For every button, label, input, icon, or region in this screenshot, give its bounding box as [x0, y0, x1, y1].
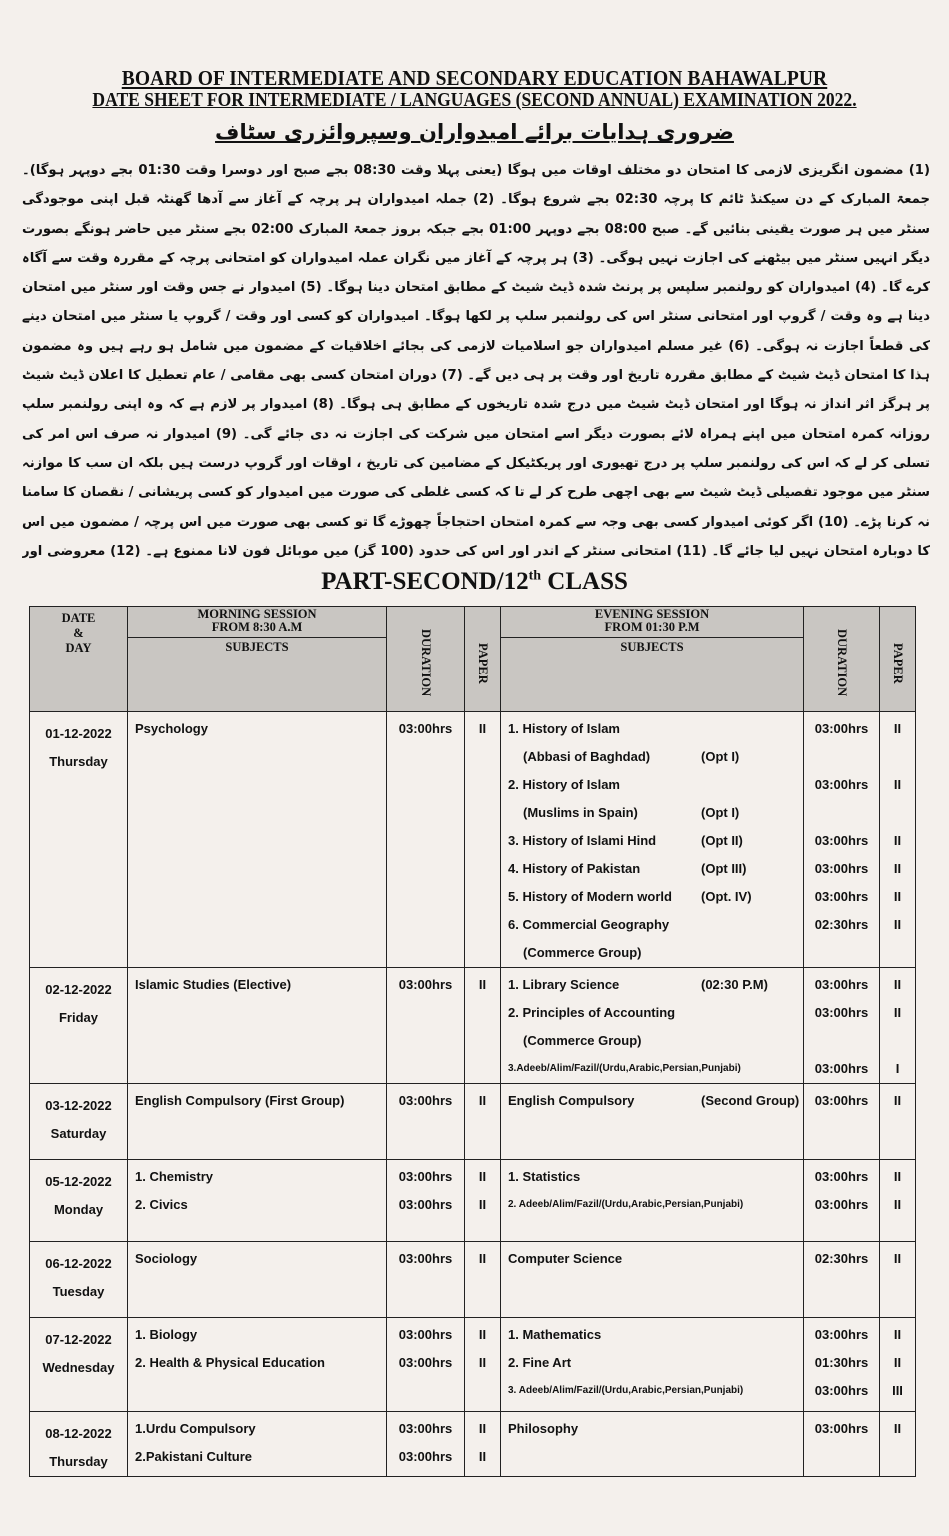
evening-subject-text: Philosophy [508, 1421, 579, 1436]
evening-paper-text: II [893, 1093, 902, 1108]
evening-duration-cell [804, 1160, 880, 1242]
part-title-main: PART-SECOND/12 [321, 568, 529, 595]
evening-paper-cell [880, 1160, 916, 1242]
morning-paper-text: II [478, 1327, 487, 1342]
date-cell [30, 1160, 128, 1242]
evening-subject-text: 3. Adeeb/Alim/Fazil/(Urdu,Arabic,Persian,Punjabi) [508, 1385, 744, 1396]
evening-paper-text [880, 1443, 915, 1471]
evening-paper-text: II [893, 1327, 902, 1342]
exam-date: 02-12-2022 [45, 982, 112, 997]
exam-day: Saturday [50, 1126, 107, 1141]
date-cell [30, 712, 128, 968]
evening-subject-option: (Opt III) [701, 861, 747, 876]
evening-paper-cell [880, 1242, 916, 1318]
exam-day: Thursday [49, 1454, 108, 1469]
evening-subject-name: (Muslims in Spain) [523, 805, 638, 820]
morning-subject-text: 1. Chemistry [135, 1169, 214, 1184]
exam-day: Tuesday [52, 1284, 105, 1299]
morning-subject-text: 1.Urdu Compulsory [135, 1421, 256, 1436]
table-header-row [30, 607, 916, 712]
morning-duration-cell [387, 1242, 465, 1318]
morning-paper-cell [465, 1318, 501, 1412]
evening-subject-text: Computer Science [508, 1251, 623, 1266]
evening-paper-text: II [893, 1169, 902, 1184]
evening-duration-text [804, 1443, 879, 1471]
evening-subject-text: 6. Commercial Geography [508, 917, 670, 932]
exam-day: Wednesday [42, 1360, 115, 1375]
evening-subject-option: (Opt II) [701, 833, 743, 848]
evening-duration-text: 02:30hrs [814, 1251, 869, 1266]
evening-subject-text [501, 1087, 803, 1115]
evening-subject-cell [501, 1084, 804, 1160]
table-row [30, 1242, 916, 1318]
evening-duration-text: 03:00hrs [814, 861, 869, 876]
morning-duration-cell [387, 968, 465, 1084]
evening-subject-text [501, 827, 803, 855]
evening-paper-text [880, 1027, 915, 1055]
evening-session-time: FROM 01:30 P.M [604, 620, 700, 634]
header-morning-session [128, 607, 387, 712]
header-date-day [30, 607, 128, 712]
evening-subject-name: 3. History of Islami Hind [508, 833, 657, 848]
evening-subject-name: (Abbasi of Baghdad) [523, 749, 651, 764]
evening-subject-text: 1. History of Islam [508, 721, 620, 736]
evening-subject-name: 1. Library Science [508, 977, 620, 992]
evening-paper-text: II [893, 1251, 902, 1266]
evening-subject-option: (Opt I) [701, 749, 740, 764]
morning-subjects-label: SUBJECTS [128, 637, 386, 655]
evening-subject-name: 4. History of Pakistan [508, 861, 641, 876]
evening-duration-text: 03:00hrs [814, 977, 869, 992]
morning-session-label: MORNING SESSION [197, 607, 317, 621]
exam-date: 01-12-2022 [45, 726, 112, 741]
exam-date: 03-12-2022 [45, 1098, 112, 1113]
date-sheet-table [29, 606, 916, 1477]
evening-subject-text: (Commerce Group) [523, 1033, 642, 1048]
evening-paper-text [880, 799, 915, 827]
evening-subject-cell [501, 712, 804, 968]
evening-paper-text: II [893, 777, 902, 792]
evening-subject-name: English Compulsory [508, 1093, 635, 1108]
morning-paper-text: II [478, 1169, 487, 1184]
morning-duration-cell [387, 1084, 465, 1160]
morning-paper-cell [465, 1412, 501, 1477]
evening-duration-text: 03:00hrs [814, 777, 869, 792]
evening-subject-cell [501, 968, 804, 1084]
morning-paper-text: II [478, 1449, 487, 1464]
evening-duration-cell [804, 1318, 880, 1412]
evening-subject-text: 2. History of Islam [508, 777, 620, 792]
morning-subject-text: 2. Civics [135, 1197, 188, 1212]
morning-paper-cell [465, 1160, 501, 1242]
evening-subject-text: 3.Adeeb/Alim/Fazil/(Urdu,Arabic,Persian,Punjabi) [508, 1063, 741, 1074]
evening-duration-text: 01:30hrs [814, 1355, 869, 1370]
morning-paper-label: PAPER [476, 642, 490, 684]
morning-paper-text: II [478, 977, 487, 992]
part-title-sup: th [528, 568, 542, 584]
evening-subject-text [501, 1115, 803, 1143]
evening-paper-text: II [893, 1005, 902, 1020]
header-date-label: DATE [61, 611, 96, 625]
evening-duration-text [804, 799, 879, 827]
evening-duration-text: 03:00hrs [814, 1061, 869, 1076]
evening-paper-text: II [893, 721, 902, 736]
evening-subjects-label: SUBJECTS [501, 637, 803, 655]
exam-date: 07-12-2022 [45, 1332, 112, 1347]
morning-duration-text: 03:00hrs [398, 1355, 453, 1370]
evening-paper-cell [880, 968, 916, 1084]
evening-subject-option: (Second Group) [701, 1093, 800, 1108]
evening-paper-text: II [893, 833, 902, 848]
evening-paper-text: II [893, 977, 902, 992]
morning-subject-cell [128, 968, 387, 1084]
morning-subject-text: English Compulsory (First Group) [135, 1093, 345, 1108]
morning-subject-text: Sociology [135, 1251, 198, 1266]
evening-paper-cell [880, 712, 916, 968]
exam-day: Thursday [49, 754, 108, 769]
date-sheet-title: DATE SHEET FOR INTERMEDIATE / LANGUAGES (SECOND ANNUAL) EXAMINATION 2022. [92, 90, 857, 111]
evening-duration-text: 03:00hrs [814, 1169, 869, 1184]
evening-subject-text [501, 883, 803, 911]
table-row [30, 968, 916, 1084]
evening-paper-cell [880, 1318, 916, 1412]
table-row [30, 712, 916, 968]
evening-session-label: EVENING SESSION [594, 607, 710, 621]
header-amp-label: & [73, 626, 84, 640]
evening-paper-text: I [895, 1061, 900, 1076]
evening-subject-text [501, 971, 803, 999]
morning-duration-cell [387, 712, 465, 968]
evening-duration-text: 03:00hrs [814, 1197, 869, 1212]
morning-duration-cell [387, 1160, 465, 1242]
header-day-label: DAY [65, 641, 92, 655]
morning-paper-cell [465, 968, 501, 1084]
evening-subject-option: (02:30 P.M) [701, 977, 768, 992]
evening-subject-name: 5. History of Modern world [508, 889, 672, 904]
evening-subject-text: 2. Adeeb/Alim/Fazil/(Urdu,Arabic,Persian,Punjabi) [508, 1199, 744, 1210]
morning-subject-text: Islamic Studies (Elective) [135, 977, 292, 992]
evening-subject-text: 1. Statistics [508, 1169, 581, 1184]
morning-paper-text: II [478, 721, 487, 736]
morning-subject-text: Psychology [135, 721, 208, 736]
morning-subject-cell [128, 1412, 387, 1477]
evening-duration-text: 03:00hrs [814, 1383, 869, 1398]
morning-subject-text: 2.Pakistani Culture [135, 1449, 253, 1464]
header-evening-duration [804, 607, 880, 712]
evening-duration-label: DURATION [835, 629, 849, 697]
evening-subject-text [501, 855, 803, 883]
evening-subject-text [501, 1443, 803, 1471]
evening-subject-text: (Commerce Group) [523, 945, 642, 960]
table-row [30, 1160, 916, 1242]
table-row [30, 1412, 916, 1477]
exam-day: Monday [53, 1202, 104, 1217]
morning-subject-cell [128, 1084, 387, 1160]
evening-duration-text: 03:00hrs [814, 1421, 869, 1436]
header-evening-paper [880, 607, 916, 712]
header-evening-session [501, 607, 804, 712]
morning-duration-cell [387, 1412, 465, 1477]
date-cell [30, 1318, 128, 1412]
evening-duration-text: 03:00hrs [814, 889, 869, 904]
evening-subject-text: 1. Mathematics [508, 1327, 602, 1342]
evening-paper-text: II [893, 889, 902, 904]
morning-duration-text: 03:00hrs [398, 1251, 453, 1266]
date-cell [30, 1084, 128, 1160]
morning-duration-text: 03:00hrs [398, 977, 453, 992]
board-title: BOARD OF INTERMEDIATE AND SECONDARY EDUCATION BAHAWALPUR [121, 66, 828, 90]
evening-paper-text [880, 743, 915, 771]
morning-paper-cell [465, 1084, 501, 1160]
evening-subject-option: (Opt. IV) [701, 889, 752, 904]
evening-paper-text [880, 939, 915, 967]
part-title [0, 568, 949, 596]
evening-paper-label: PAPER [891, 642, 905, 684]
morning-paper-cell [465, 1242, 501, 1318]
date-cell [30, 1242, 128, 1318]
evening-subject-text [501, 743, 803, 771]
evening-paper-cell [880, 1084, 916, 1160]
instructions-paragraph: (1) مضمون انگریزی لازمی کا امتحان دو مختلف اوقات میں ہوگا (یعنی پہلا وقت 08:30 بجے صبح اور دوسرا وقت 01:30 بجے دوپہر ہوگا)۔ جمعۃ المبارک کے دن سیکنڈ ٹائم کا پرچہ 02:30 بجے شروع ہوگا۔ (2) جملہ امیدواران ہر پرچہ کے آغاز سے آدھا گھنٹہ قبل اپنی موجودگی سنٹر میں ہر صورت یقینی بنائیں گے۔ صبح 08:00 بجے دوپہر 01:00 بجے جبکہ بروز جمعۃ المبارک 02:00 بجے سنٹر میں حاضر ہونگے بصورت دیگر انہیں سنٹر میں بیٹھنے کی اجازت نہیں ہوگی۔ (3) ہر پرچہ کے آغاز میں نگران عملہ امیدواران کو امتحانی پرچہ کے مقررہ وقت سے آگاہ کرے گا۔ (4) امیدواران کو رولنمبر سلپس پر پرنٹ شدہ ڈیٹ شیٹ کے مطابق امتحان دینا ہوگا۔ (5) امیدوار نے جس وقت اور سنٹر میں امتحان دینا ہے وہ وقت / گروپ اور امتحانی سنٹر اس کی رولنمبر سلپ پر لکھا ہوگا۔ امیدواران کو کسی اور وقت / گروپ یا سنٹر میں امتحان دینے کی قطعاً اجازت نہ ہوگی۔ (6) غیر مسلم امیدواران جو اسلامیات لازمی کی بجائے اخلاقیات کے مضمون میں شامل ہو رہے ہیں وہ مضمون ہذا کا امتحان ڈیٹ شیٹ کے مطابق مقررہ تاریخ اور وقت پر ہی دیں گے۔ (7) دوران امتحان کسی بھی مقامی / عام تعطیل کا اعلان ڈیٹ شیٹ پر ہرگز اثر انداز نہ ہوگا اور امتحان ڈیٹ شیٹ میں درج شدہ تاریخوں کے مطابق ہی ہوگا۔ (8) امیدوار پر لازم ہے کہ وہ اپنی رولنمبر سلپ روزانہ کمرہ امتحان میں اپنے ہمراہ لائے بصورت دیگر اسے امتحان میں شرکت کی اجازت نہ دی جائے گی۔ (9) امیدوار نہ صرف اس امر کی تسلی کر لے کہ اس کی رولنمبر سلپ پر درج تھیوری اور پریکٹیکل کے مضامین کی تاریخ ، اوقات اور گروپ درست ہیں بلکہ ان سب کا موازنہ سنٹر میں موجود تفصیلی ڈیٹ شیٹ سے بھی اچھی طرح کر لے تا کہ کسی غلطی کی صورت میں امیدوار کو کسی پریشانی / نقصان کا سامنا نہ کرنا پڑے۔ (10) اگر کوئی امیدوار کسی بھی وجہ سے کمرہ امتحان احتجاجاً چھوڑے گا تو کسی بھی صورت میں اس پرچہ / مضمون میں اس کا دوبارہ امتحان نہیں لیا جائے گا۔ (11) امتحانی سنٹر کے اندر اور اس کی حدود (100 گز) میں موبائل فون لانا ممنوع ہے۔ (12) معروضی اور [22, 163, 930, 559]
evening-paper-text: II [893, 1355, 902, 1370]
evening-duration-text [804, 1027, 879, 1055]
morning-duration-text: 03:00hrs [398, 721, 453, 736]
morning-subject-cell [128, 1160, 387, 1242]
evening-subject-text [501, 1273, 803, 1301]
evening-subject-cell [501, 1160, 804, 1242]
evening-subject-text: 2. Fine Art [508, 1355, 572, 1370]
morning-subject-text: 2. Health & Physical Education [135, 1355, 325, 1370]
evening-subject-option: (Opt I) [701, 805, 740, 820]
header-morning-paper [465, 607, 501, 712]
date-cell [30, 968, 128, 1084]
evening-paper-text: II [893, 1421, 902, 1436]
morning-subject-cell [128, 712, 387, 968]
morning-paper-text: II [478, 1197, 487, 1212]
evening-paper-text [880, 1115, 915, 1143]
morning-subject-cell [128, 1242, 387, 1318]
evening-duration-text: 03:00hrs [814, 1093, 869, 1108]
evening-duration-cell [804, 712, 880, 968]
evening-duration-text: 03:00hrs [814, 721, 869, 736]
table-row [30, 1318, 916, 1412]
evening-paper-text: III [892, 1383, 903, 1398]
evening-duration-text [804, 939, 879, 967]
evening-duration-text: 02:30hrs [814, 917, 869, 932]
morning-duration-text: 03:00hrs [398, 1327, 453, 1342]
evening-paper-text: II [893, 861, 902, 876]
evening-duration-text [804, 1115, 879, 1143]
morning-subject-cell [128, 1318, 387, 1412]
evening-subject-cell [501, 1412, 804, 1477]
exam-date: 08-12-2022 [45, 1426, 112, 1441]
evening-paper-text: II [893, 1197, 902, 1212]
morning-paper-text: II [478, 1093, 487, 1108]
morning-subject-text: 1. Biology [135, 1327, 198, 1342]
morning-duration-text: 03:00hrs [398, 1197, 453, 1212]
header-morning-duration [387, 607, 465, 712]
evening-duration-text: 03:00hrs [814, 833, 869, 848]
part-title-tail: CLASS [541, 568, 628, 595]
evening-subject-text [501, 799, 803, 827]
evening-subject-cell [501, 1318, 804, 1412]
evening-paper-text [880, 1273, 915, 1301]
evening-paper-cell [880, 1412, 916, 1477]
evening-subject-text: 2. Principles of Accounting [508, 1005, 676, 1020]
evening-duration-cell [804, 968, 880, 1084]
exam-date: 05-12-2022 [45, 1174, 112, 1189]
evening-duration-cell [804, 1084, 880, 1160]
morning-paper-text: II [478, 1355, 487, 1370]
evening-duration-text: 03:00hrs [814, 1005, 869, 1020]
morning-paper-text: II [478, 1421, 487, 1436]
table-body [30, 712, 916, 1477]
table-row [30, 1084, 916, 1160]
evening-duration-cell [804, 1412, 880, 1477]
exam-date: 06-12-2022 [45, 1256, 112, 1271]
morning-paper-text: II [478, 1251, 487, 1266]
evening-duration-cell [804, 1242, 880, 1318]
instructions-heading: ضروری ہدایات برائے امیدواران وسپروائزری سٹاف [215, 120, 734, 144]
morning-duration-cell [387, 1318, 465, 1412]
exam-day: Friday [58, 1010, 98, 1025]
morning-duration-text: 03:00hrs [398, 1449, 453, 1464]
morning-duration-text: 03:00hrs [398, 1421, 453, 1436]
morning-session-time: FROM 8:30 A.M [211, 620, 303, 634]
morning-paper-cell [465, 712, 501, 968]
morning-duration-text: 03:00hrs [398, 1093, 453, 1108]
morning-duration-label: DURATION [419, 629, 433, 697]
evening-paper-text: II [893, 917, 902, 932]
evening-subject-cell [501, 1242, 804, 1318]
evening-duration-text [804, 743, 879, 771]
morning-duration-text: 03:00hrs [398, 1169, 453, 1184]
evening-duration-text: 03:00hrs [814, 1327, 869, 1342]
evening-duration-text [804, 1273, 879, 1301]
date-cell [30, 1412, 128, 1477]
